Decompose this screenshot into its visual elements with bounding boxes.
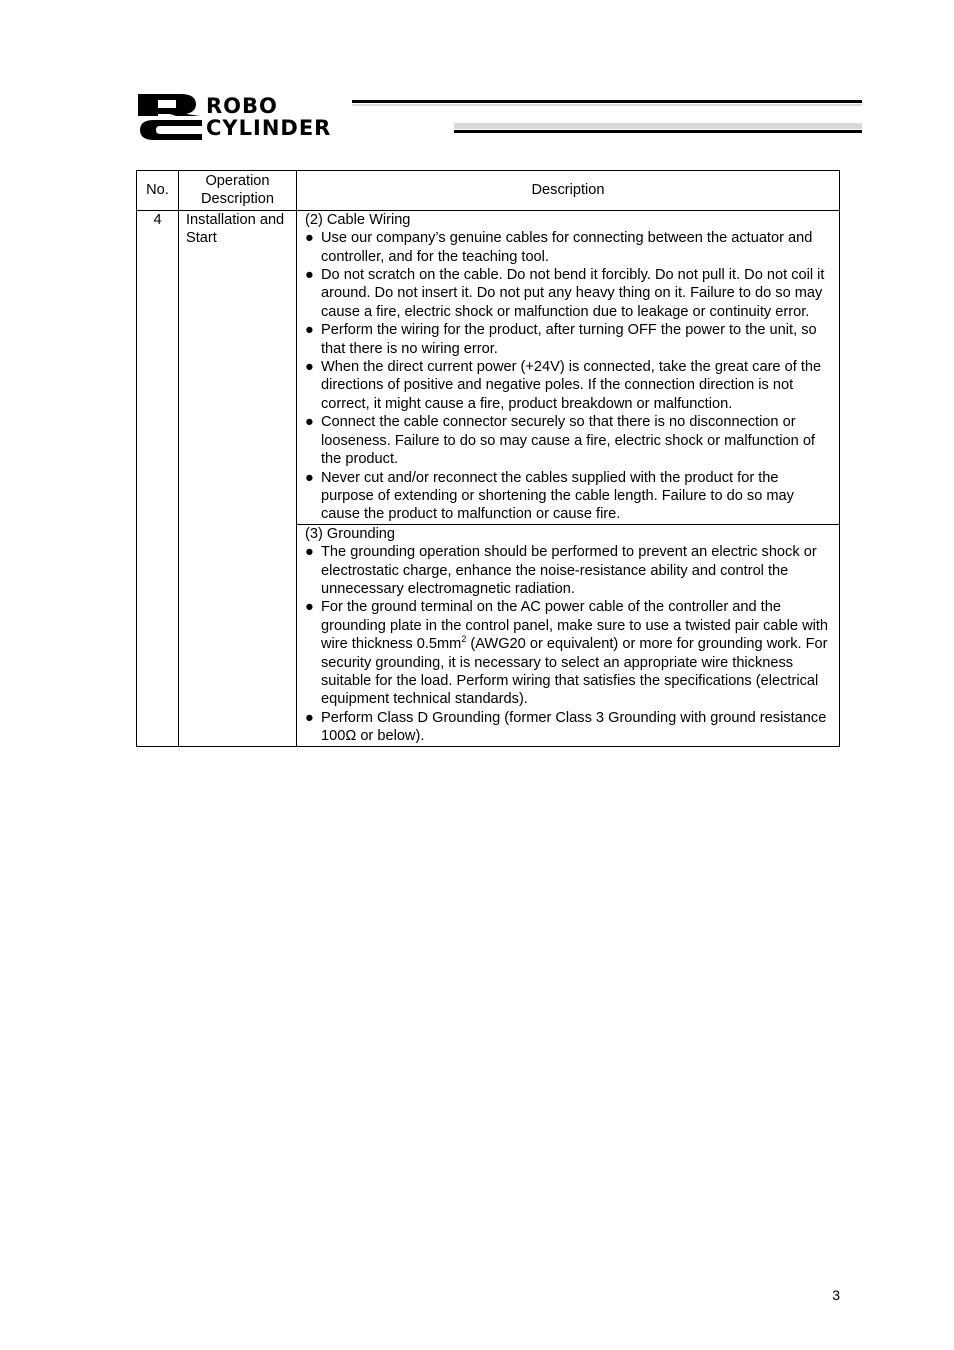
list-item [305,469,832,524]
bullet-icon: ● [305,322,314,339]
header-rule-bottom-shade [454,123,862,129]
bullet-icon: ● [305,544,314,561]
section-title: (2) Cable Wiring [305,211,411,228]
logo-text-robo: ROBO [206,94,278,118]
superscript: 2 [461,634,467,645]
row-operation: Installation and Start [179,210,297,746]
bullet-list [305,543,832,745]
bullet-icon: ● [305,414,314,431]
header-no: No. [137,171,179,211]
list-item [305,598,832,708]
bullet-text: Perform the wiring for the product, after turning OFF the power to the unit, so that there is no wiring error. [321,322,817,357]
bullet-icon: ● [305,599,314,616]
header-operation-description: Operation Description [179,171,297,211]
list-item [305,709,832,746]
bullet-icon: ● [305,709,314,726]
list-item [305,266,832,321]
section-title: (3) Grounding [305,525,396,542]
section-cable-wiring [297,210,840,524]
bullet-list [305,229,832,524]
list-item [305,229,832,266]
rc-logo-mark-icon [136,92,204,142]
header-description: Description [297,171,840,211]
bullet-icon: ● [305,267,314,284]
page-number: 3 [832,1287,840,1303]
bullet-icon: ● [305,230,314,247]
bullet-text: Perform Class D Grounding (former Class 3 Grounding with ground resistance 100Ω or below). [321,709,827,745]
bullet-text-part: For the ground terminal on the AC power cable of the controller and the grounding plate in the control panel, make sure to use a twisted pair cable with wire thickness 0.5mm [321,599,829,653]
table-row [137,210,840,524]
row-number: 4 [137,210,179,746]
section-grounding [297,524,840,746]
list-item [305,543,832,598]
bullet-text [321,599,828,707]
list-item [305,321,832,358]
bullet-text: The grounding operation should be performed to prevent an electric shock or electrostatic charge, enhance the noise-resistance ability and control the unnecessary electromagnetic radiation. [321,544,817,597]
bullet-icon: ● [305,359,314,376]
list-item [305,358,832,413]
header-rule-top [352,100,862,103]
bullet-text: Connect the cable connector securely so that there is no disconnection or looseness. Failure to do so may cause a fire, electric shock or malfunction of the product. [321,414,815,468]
logo-text-cylinder: CYLINDER [206,116,332,140]
operation-table [136,170,840,747]
table-header-row [137,171,840,211]
bullet-text-part: (AWG20 or equivalent) or more for grounding work. For security grounding, it is necessary to select an appropriate wire thickness suitable for the load. Perform wiring that satisfies the specifications (electrical equipment technical standards). [321,636,828,708]
bullet-text: Never cut and/or reconnect the cables supplied with the product for the purpose of extending or shortening the cable length. Failure to do so may cause the product to malfunction or cause fire. [321,469,794,523]
bullet-text: When the direct current power (+24V) is connected, take the great care of the directions of positive and negative poles. If the connection direction is not correct, it might cause a fire, product breakdown or malfunction. [321,359,822,412]
bullet-text: Do not scratch on the cable. Do not bend it forcibly. Do not pull it. Do not coil it around. Do not insert it. Do not put any heavy thing on it. Failure to do so may cause a fire, electric shock or malfunction due to leakage or continuity error. [321,267,825,320]
header-rule-bottom [454,130,862,133]
header-rule-top-shade [352,104,862,106]
bullet-text: Use our company’s genuine cables for connecting between the actuator and controller, and for the teaching tool. [321,230,813,265]
bullet-icon: ● [305,469,314,486]
list-item [305,413,832,468]
